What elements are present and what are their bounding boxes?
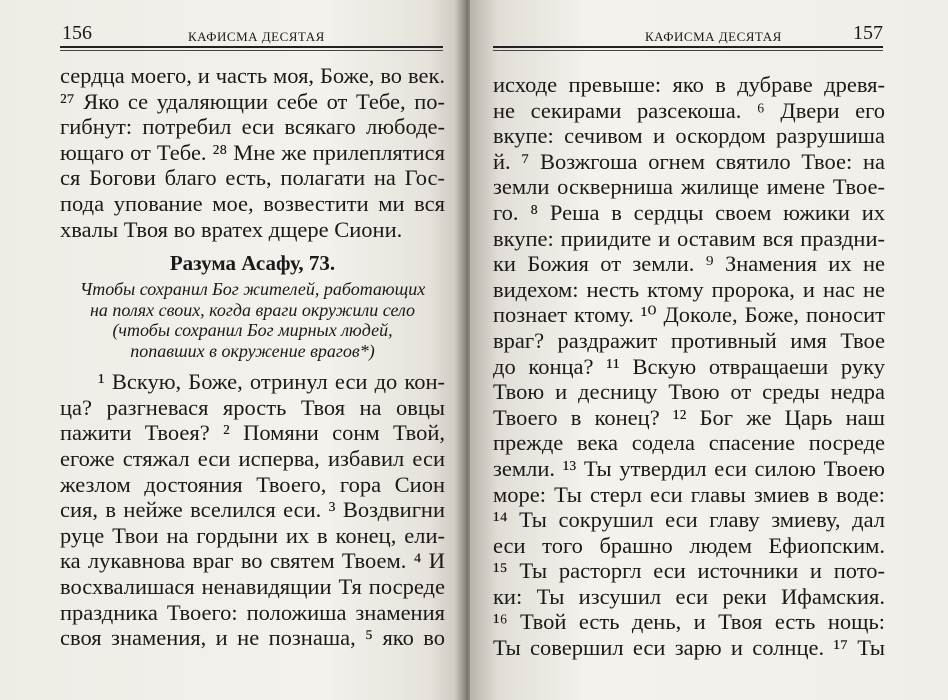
text-line: не секирами разсекоша. ⁶ Двери его: [493, 97, 885, 123]
text-line: егоже стяжал еси исперва, избавил еси: [60, 445, 445, 471]
text-line: исходе превыше: яко в дубраве древя-: [493, 72, 885, 97]
text-line: земли осквернишa жилище имене Твое-: [493, 174, 885, 200]
right-running-title: КАФИСМА ДЕСЯТАЯ: [645, 29, 782, 44]
spacer: [60, 361, 445, 369]
text-line: ки: Ты изсушил еси реки Ифамския.: [493, 583, 885, 609]
text-line: ся Богови благо есть, полагати на Гос-: [60, 165, 445, 191]
right-page-header: [493, 22, 883, 50]
right-body-text: [493, 72, 885, 661]
text-line: земли. ¹³ Ты утвердил еси силою Твоею: [493, 455, 885, 481]
text-line: ²⁷ Яко се удаляющии себе от Тебе, по-: [60, 88, 445, 114]
text-line: познает ктому. ¹⁰ Доколе, Боже, поносит: [493, 302, 885, 328]
text-line: сердца моего, и часть моя, Боже, во век.: [60, 63, 445, 88]
header-rule-thin: [60, 50, 443, 51]
text-line: ющаго от Тебе. ²⁸ Мне же прилеплятися: [60, 139, 445, 165]
right-page-number: 157: [853, 22, 883, 44]
subtitle-line: попавших в окружение врагов*): [130, 340, 375, 361]
text-line: до конца? ¹¹ Вскую отвращаеши руку: [493, 353, 885, 379]
subtitle-line: на полях своих, когда враги окружили село: [89, 299, 416, 320]
subtitle-line: (чтобы сохранил Бог мирных людей,: [112, 320, 393, 341]
text-line: й. ⁷ Возжгоша огнем святило Твое: на: [493, 148, 885, 174]
text-line: Твоего в конец? ¹² Бог же Царь наш: [493, 404, 885, 430]
text-line: сия, в нейже вселился еси. ³ Воздвигни: [60, 497, 445, 523]
subtitle-line: Чтобы сохранил Бог жителей, работающих: [79, 279, 426, 300]
text-line: своя знамения, и не познаша, ⁵ яко во: [60, 625, 445, 651]
text-line: восхвалишася ненавидящии Тя посреде: [60, 573, 445, 599]
text-line: Ты совершил еси зарю и солнце. ¹⁷ Ты: [493, 635, 885, 661]
text-line: еси того брашно людем Ефиопским.: [493, 532, 885, 558]
text-line: Твою и десницу Твою от среды недра: [493, 379, 885, 405]
text-line: враг? раздражит противный имя Твое: [493, 327, 885, 353]
text-line: ¹⁶ Твой есть день, и Твоя есть нощь:: [493, 609, 885, 635]
text-line: видехом: несть ктому пророка, и нас не: [493, 276, 885, 302]
text-line: го. ⁸ Реша в сердцы своем южики их: [493, 199, 885, 225]
text-line: пода упование мое, возвестити ми вся: [60, 190, 445, 216]
text-line: ка лукавнова враг во святем Твоем. ⁴ И: [60, 548, 445, 574]
text-line: гибнут: потребил еси всякаго любоде-: [60, 114, 445, 140]
text-line: ¹⁴ Ты сокрушил еси главу змиеву, дал: [493, 507, 885, 533]
text-line: вкупе: сечивом и оскордом разрушиша: [493, 123, 885, 149]
text-line: праздника Твоего: положиша знамения: [60, 599, 445, 625]
text-line: ца? разгневася ярость Твоя на овцы: [60, 394, 445, 420]
header-rule: [60, 46, 443, 48]
text-line: ¹ Вскую, Боже, отринул еси до кон-: [98, 369, 445, 395]
header-rule-thin: [493, 50, 883, 51]
section-heading: Разума Асафу, 73.: [169, 251, 336, 276]
text-line: пажити Твоея? ² Помяни сонм Твой,: [60, 420, 445, 446]
left-body-text: [60, 63, 445, 651]
left-page-header: [60, 22, 443, 50]
text-line: ¹⁵ Ты расторгл еси источники и пото-: [493, 558, 885, 584]
text-line: прежде века содела спасение посреде: [493, 430, 885, 456]
left-running-title: КАФИСМА ДЕСЯТАЯ: [188, 29, 325, 44]
left-page: [0, 0, 462, 700]
text-line: вкупе: приидите и оставим вся праздни-: [493, 225, 885, 251]
header-rule: [493, 46, 883, 48]
text-line: жезлом достояния Твоего, гора Сион: [60, 471, 445, 497]
text-line: море: Ты стерл еси главы змиев в воде:: [493, 481, 885, 507]
text-line: руце Твои на гордыни их в конец, ели-: [60, 522, 445, 548]
text-line: ки Божия от земли. ⁹ Знамения их не: [493, 251, 885, 277]
text-line: хвалы Твоя во вратех дщере Сиони.: [60, 216, 403, 242]
left-page-number: 156: [62, 22, 92, 44]
